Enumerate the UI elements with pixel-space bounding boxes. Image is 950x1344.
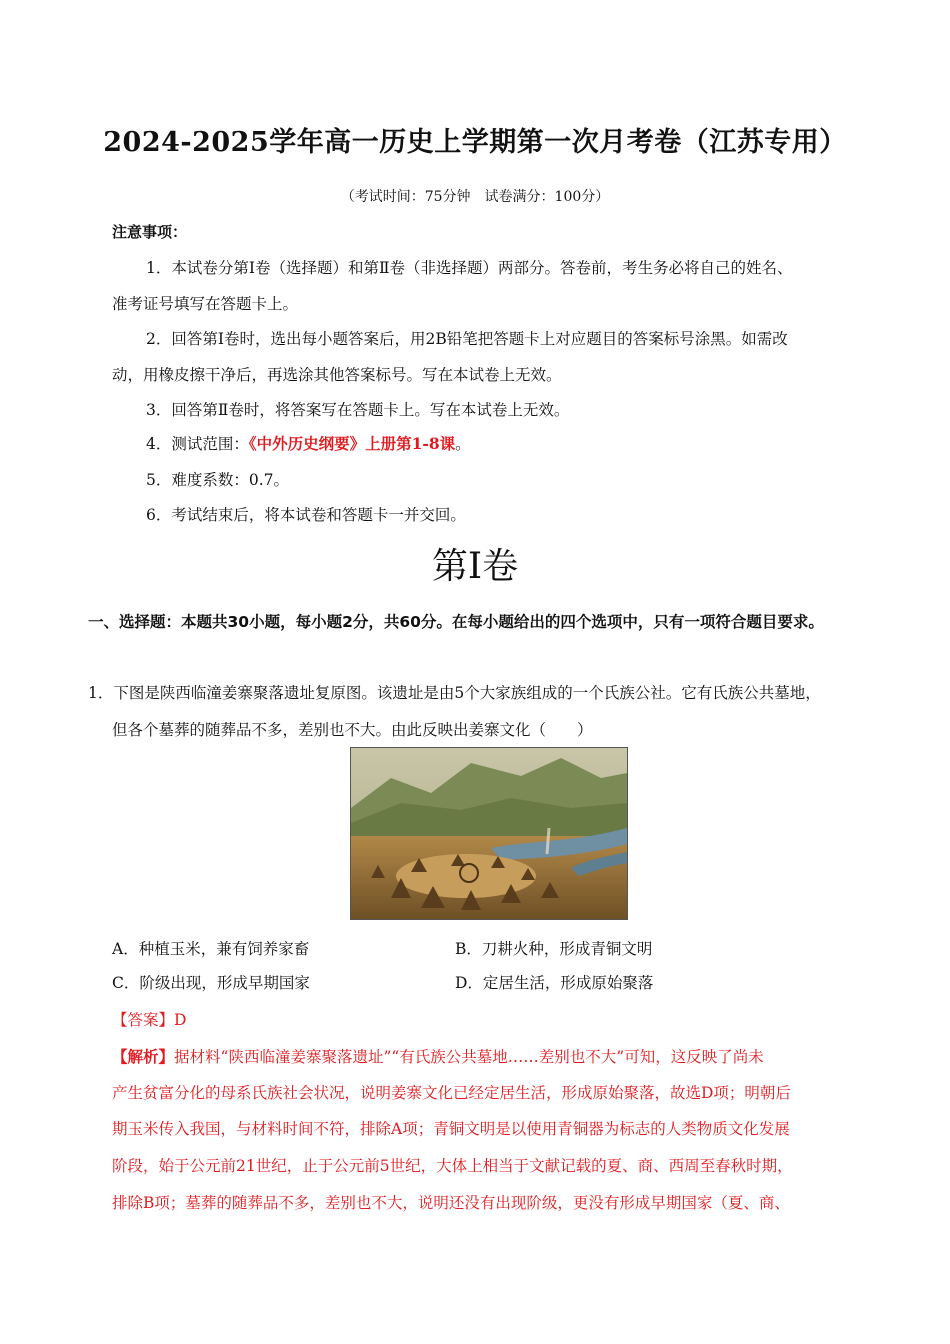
notice-item-1-line-1: 1．本试卷分第Ⅰ卷（选择题）和第Ⅱ卷（非选择题）两部分。答卷前，考生务必将自己的姓名、 (146, 259, 793, 277)
volume-heading: 第Ⅰ卷 (431, 546, 519, 587)
option-b[interactable]: B．刀耕火种，形成青铜文明 (455, 940, 653, 958)
question-1-line-2: 但各个墓葬的随葬品不多，差别也不大。由此反映出姜寨文化（ ） (112, 721, 593, 739)
notice-item-4-prefix: 4．测试范围： (146, 435, 249, 453)
settlement-scene-graphic (351, 748, 627, 919)
analysis-line-3: 期玉米传入我国，与材料时间不符，排除A项；青铜文明是以使用青铜器为标志的人类物质文化发展 (112, 1120, 790, 1138)
analysis-label: 【解析】 (112, 1047, 175, 1066)
notice-item-5: 5．难度系数：0.7。 (146, 471, 290, 489)
question-1-line-1: 1．下图是陕西临潼姜寨聚落遗址复原图。该遗址是由5个大家族组成的一个氏族公社。它有氏族公共墓地， (88, 684, 821, 702)
notice-item-2-line-1: 2．回答第Ⅰ卷时，选出每小题答案后，用2B铅笔把答题卡上对应题目的答案标号涂黑。如需改 (146, 330, 788, 348)
notice-item-2-line-2: 动，用橡皮擦干净后，再选涂其他答案标号。写在本试卷上无效。 (112, 366, 562, 384)
notice-item-3: 3．回答第Ⅱ卷时，将答案写在答题卡上。写在本试卷上无效。 (146, 401, 570, 419)
notice-item-4 (146, 426, 471, 462)
option-a[interactable]: A．种植玉米，兼有饲养家畜 (112, 940, 310, 958)
jiangzhai-settlement-illustration (350, 747, 628, 920)
analysis-line-1 (112, 1038, 764, 1076)
notice-item-1-line-2: 准考证号填写在答题卡上。 (112, 295, 299, 313)
option-d[interactable]: D．定居生活，形成原始聚落 (455, 974, 654, 992)
option-c[interactable]: C．阶级出现，形成早期国家 (112, 974, 310, 992)
analysis-text-1: 据材料“陕西临潼姜寨聚落遗址”“有氏族公共墓地……差别也不大”可知，这反映了尚未 (174, 1048, 764, 1066)
notice-heading: 注意事项： (112, 223, 188, 241)
analysis-line-5: 排除B项；墓葬的随葬品不多，差别也不大，说明还没有出现阶级，更没有形成早期国家（夏、商、 (112, 1194, 790, 1212)
section-instructions: 一、选择题：本题共30小题，每小题2分，共60分。在每小题给出的四个选项中，只有一项符合题目要求。 (88, 613, 824, 631)
test-scope: 《中外历史纲要》上册第1-8课 (248, 434, 456, 453)
answer-line: 【答案】D (112, 1011, 187, 1029)
notice-item-4-suffix: 。 (455, 435, 471, 453)
analysis-line-2: 产生贫富分化的母系氏族社会状况，说明姜寨文化已经定居生活，形成原始聚落，故选D项；明朝后 (112, 1084, 791, 1102)
notice-item-6: 6．考试结束后，将本试卷和答题卡一并交回。 (146, 506, 466, 524)
analysis-line-4: 阶段，始于公元前21世纪，止于公元前5世纪，大体上相当于文献记载的夏、商、西周至春秋时期， (112, 1157, 793, 1175)
page-title: 2024-2025学年高一历史上学期第一次月考卷（江苏专用） (103, 127, 847, 158)
exam-info: （考试时间：75分钟 试卷满分：100分） (340, 189, 610, 205)
